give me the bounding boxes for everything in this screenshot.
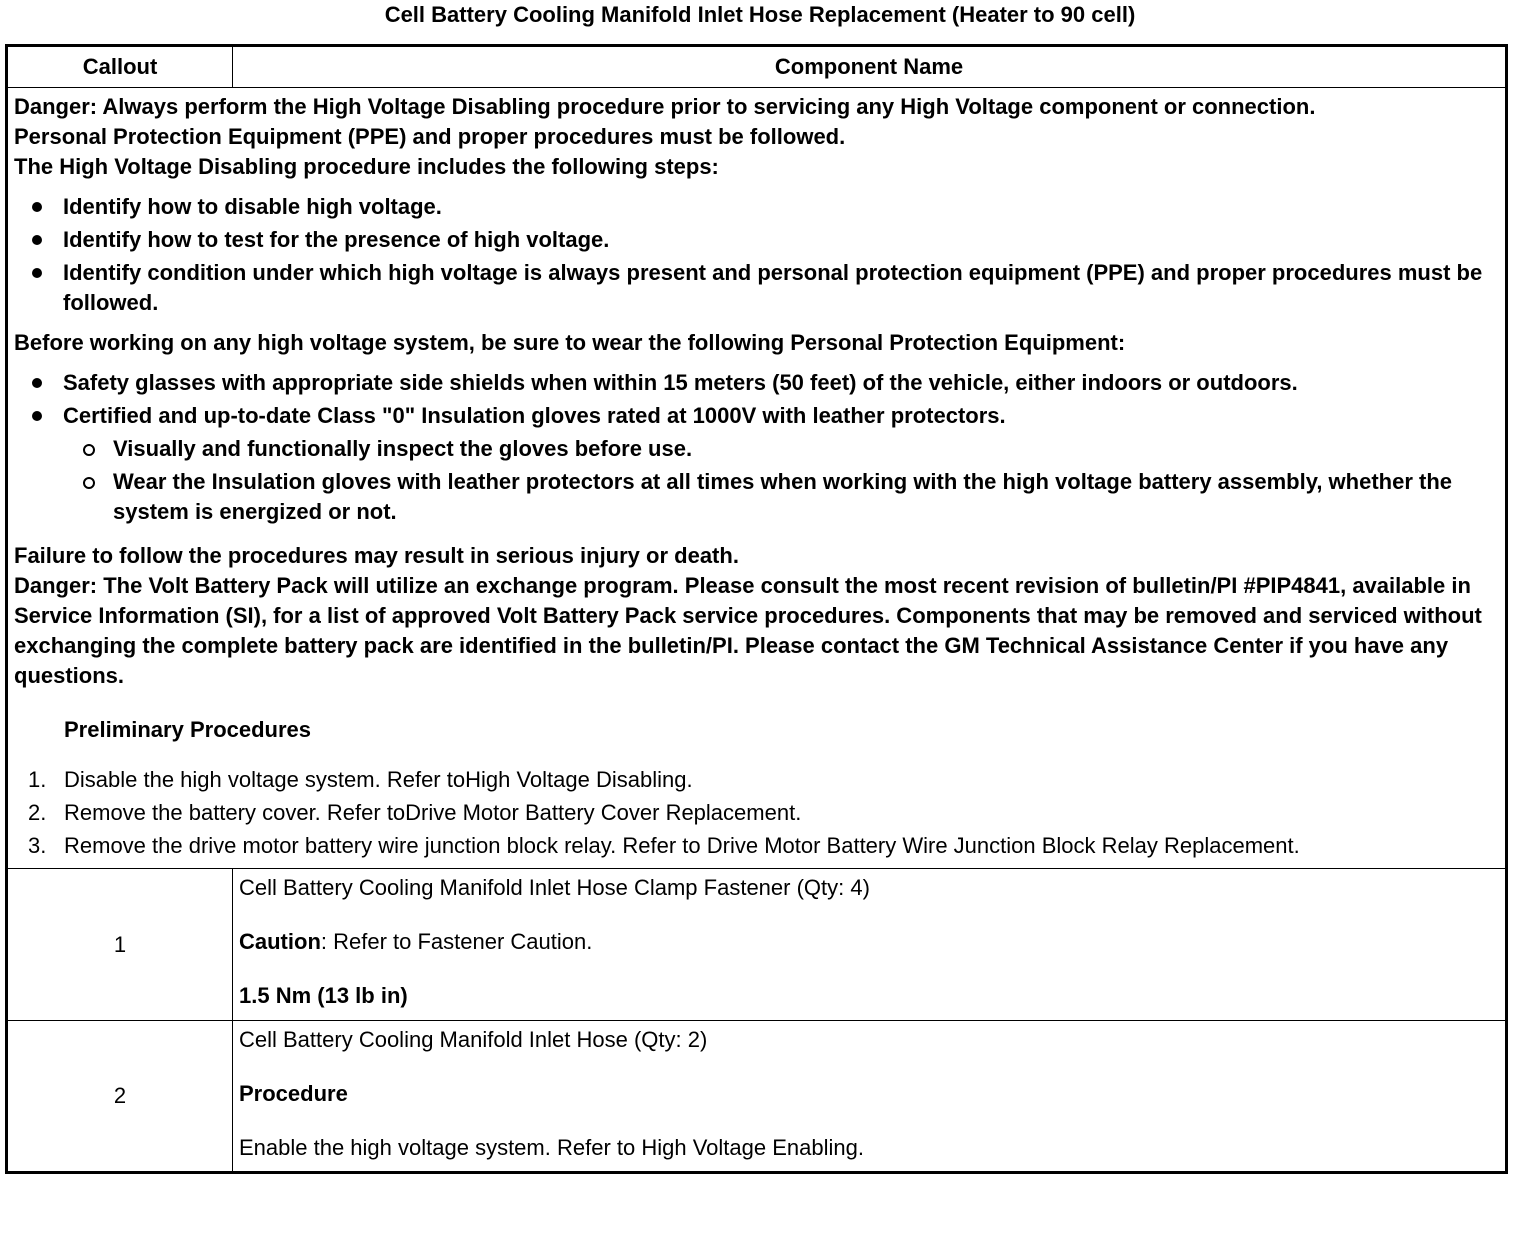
step-text: Disable the high voltage system. Refer toHigh Voltage Disabling. bbox=[64, 767, 693, 792]
danger-cell bbox=[7, 88, 1507, 869]
danger-line-3: The High Voltage Disabling procedure includes the following steps: bbox=[14, 154, 719, 179]
list-item: Safety glasses with appropriate side shields when within 15 meters (50 feet) of the vehicle, either indoors or outdoors. bbox=[14, 368, 1499, 398]
preliminary-steps bbox=[14, 765, 1499, 861]
list-item bbox=[14, 765, 1499, 795]
component-name: Cell Battery Cooling Manifold Inlet Hose Clamp Fastener (Qty: 4) bbox=[239, 875, 870, 900]
list-item: Identify how to test for the presence of high voltage. bbox=[14, 225, 1499, 255]
preliminary-procedures-heading: Preliminary Procedures bbox=[64, 717, 312, 742]
component-description bbox=[233, 1021, 1507, 1173]
sub-list-item: Visually and functionally inspect the gloves before use. bbox=[63, 434, 1499, 464]
gloves-sublist bbox=[63, 434, 1499, 527]
list-item: Identify how to disable high voltage. bbox=[14, 192, 1499, 222]
list-item-text: Certified and up-to-date Class "0" Insulation gloves rated at 1000V with leather protectors. bbox=[63, 403, 1006, 428]
ppe-intro: Before working on any high voltage system, be sure to wear the following Personal Protection Equipment: bbox=[14, 330, 1126, 355]
step-number: 3. bbox=[28, 833, 47, 858]
table-row bbox=[7, 1021, 1507, 1173]
component-description bbox=[233, 869, 1507, 1021]
step-text: Remove the drive motor battery wire junction block relay. Refer to Drive Motor Battery Wire Junction Block Relay Replacement. bbox=[64, 833, 1300, 858]
ppe-list bbox=[14, 368, 1499, 527]
list-item bbox=[14, 798, 1499, 828]
component-name: Cell Battery Cooling Manifold Inlet Hose (Qty: 2) bbox=[239, 1027, 708, 1052]
procedure-text: Enable the high voltage system. Refer to High Voltage Enabling. bbox=[239, 1135, 864, 1160]
failure-warning: Failure to follow the procedures may result in serious injury or death. bbox=[14, 543, 739, 568]
procedure-table bbox=[5, 44, 1508, 1174]
caution-line bbox=[239, 927, 1499, 957]
procedure-label: Procedure bbox=[239, 1081, 348, 1106]
step-number: 2. bbox=[28, 800, 47, 825]
danger-line-2: Personal Protection Equipment (PPE) and proper procedures must be followed. bbox=[14, 124, 846, 149]
table-row bbox=[7, 869, 1507, 1021]
list-item: Identify condition under which high voltage is always present and personal protection equipment (PPE) and proper procedures must be followed. bbox=[14, 258, 1499, 318]
list-item bbox=[14, 831, 1499, 861]
callout-number: 2 bbox=[7, 1021, 233, 1173]
step-text: Remove the battery cover. Refer toDrive Motor Battery Cover Replacement. bbox=[64, 800, 802, 825]
danger-exchange-program: Danger: The Volt Battery Pack will utilize an exchange program. Please consult the most recent revision of bulletin/PI #PIP4841, available in Service Information (SI), for a list of approved Volt Battery Pack service procedures. Components that may be removed and serviced without exchanging the complete battery pack are identified in the bulletin/PI. Please contact the GM Technical Assistance Center if you have any questions. bbox=[14, 573, 1482, 688]
document-title: Cell Battery Cooling Manifold Inlet Hose Replacement (Heater to 90 cell) bbox=[384, 2, 1136, 27]
callout-number: 1 bbox=[7, 869, 233, 1021]
torque-spec: 1.5 Nm (13 lb in) bbox=[239, 983, 408, 1008]
component-name-header: Component Name bbox=[233, 46, 1507, 88]
danger-row bbox=[7, 88, 1507, 869]
step-number: 1. bbox=[28, 767, 47, 792]
header-row bbox=[7, 46, 1507, 88]
sub-list-item: Wear the Insulation gloves with leather protectors at all times when working with the high voltage battery assembly, whether the system is energized or not. bbox=[63, 467, 1499, 527]
callout-header: Callout bbox=[7, 46, 233, 88]
danger-line-1: Danger: Always perform the High Voltage Disabling procedure prior to servicing any High Voltage component or connection. bbox=[14, 94, 1316, 119]
caution-text: : Refer to Fastener Caution. bbox=[320, 929, 593, 954]
list-item bbox=[14, 401, 1499, 527]
hv-disable-steps bbox=[14, 192, 1499, 318]
caution-label: Caution bbox=[239, 929, 321, 954]
